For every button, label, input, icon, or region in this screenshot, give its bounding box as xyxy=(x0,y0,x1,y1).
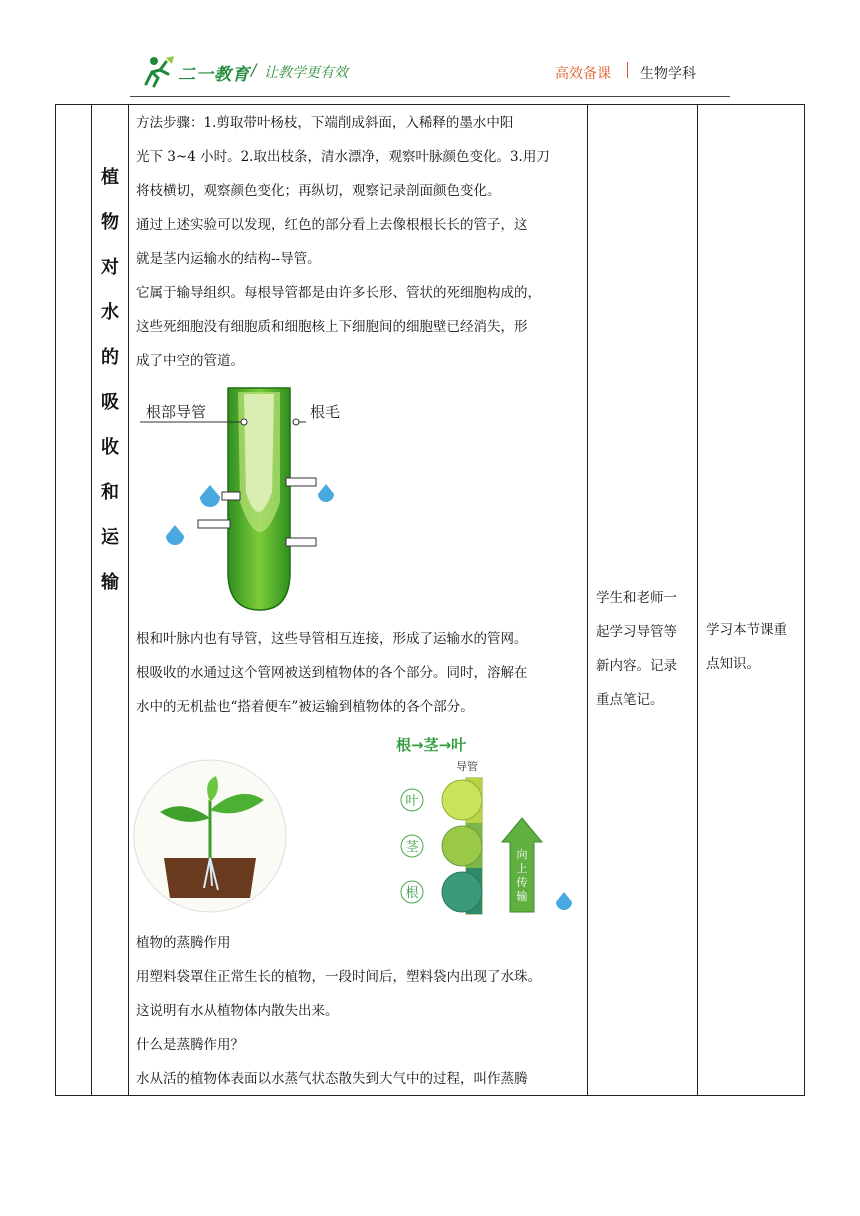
header-divider xyxy=(627,62,628,78)
text-line: 方法步骤：1.剪取带叶杨枝，下端削成斜面，入稀释的墨水中阳 xyxy=(136,115,514,131)
water-drop-icon xyxy=(166,525,184,545)
conduction-diagram xyxy=(396,734,586,920)
logo-slash: / xyxy=(251,60,257,79)
section-title-char: 对 xyxy=(101,257,119,278)
water-drop-icon xyxy=(200,485,220,507)
transpiration-text xyxy=(136,926,582,1096)
text-line: 光下 3~4 小时。2.取出枝条，清水漂净，观察叶脉颜色变化。3.用刀 xyxy=(136,149,550,165)
conduction-title: 根→茎→叶 xyxy=(396,736,467,754)
table-divider xyxy=(587,105,588,1095)
text-line: 就是茎内运输水的结构--导管。 xyxy=(136,251,321,267)
arrow-icon xyxy=(286,538,316,546)
section-title-char: 物 xyxy=(101,212,119,233)
header-tag-right: 生物学科 xyxy=(640,66,696,82)
arrow-icon xyxy=(286,478,316,486)
text-line: 水中的无机盐也“搭着便车”被运输到植物体的各个部分。 xyxy=(136,699,474,715)
text-line: 水从活的植物体表面以水蒸气状态散失到大气中的过程，叫作蒸腾 xyxy=(136,1071,528,1087)
arrow-text: 输 xyxy=(516,890,528,903)
vessel-network-text xyxy=(136,622,582,724)
text-line: 根吸收的水通过这个管网被送到植物体的各个部分。同时，溶解在 xyxy=(136,665,528,681)
design-intent-line: 学习本节课重 xyxy=(706,622,787,638)
root-vessel-label: 根部导管 xyxy=(146,403,207,421)
student-activity-cell xyxy=(596,581,696,717)
design-intent-cell xyxy=(706,613,800,681)
section-title-char: 输 xyxy=(101,572,119,593)
seedling-image xyxy=(132,758,288,914)
table-divider xyxy=(128,105,129,1095)
section-title-char: 植 xyxy=(101,167,119,188)
student-activity-line: 起学习导管等 xyxy=(596,624,677,640)
text-line: 什么是蒸腾作用？ xyxy=(136,1037,244,1053)
header-rule xyxy=(130,96,730,97)
table-divider xyxy=(697,105,698,1095)
student-activity-line: 学生和老师一 xyxy=(596,590,677,606)
water-drop-icon xyxy=(556,892,572,910)
text-line: 用塑料袋罩住正常生长的植物，一段时间后，塑料袋内出现了水珠。 xyxy=(136,969,541,985)
water-drop-icon xyxy=(318,484,334,502)
arrow-text: 向 xyxy=(516,848,528,861)
section-title-char: 水 xyxy=(101,302,119,323)
text-line: 它属于输导组织。每根导管都是由许多长形、管状的死细胞构成的， xyxy=(136,285,541,301)
text-line: 通过上述实验可以发现，红色的部分看上去像根根长长的管子，这 xyxy=(136,217,528,233)
page-header xyxy=(0,0,860,100)
text-line: 植物的蒸腾作用 xyxy=(136,935,231,951)
section-title-vertical xyxy=(92,105,128,1095)
leaf-label: 叶 xyxy=(405,794,419,809)
design-intent-line: 点知识。 xyxy=(706,656,760,672)
header-tag-left: 高效备课 xyxy=(555,66,611,82)
student-activity-line: 重点笔记。 xyxy=(596,692,664,708)
section-title-char: 的 xyxy=(101,347,119,368)
text-line: 这些死细胞没有细胞质和细胞核上下细胞间的细胞壁已经消失，形 xyxy=(136,319,528,335)
section-title-char: 吸 xyxy=(101,392,119,413)
method-steps xyxy=(136,106,582,378)
section-title-char: 和 xyxy=(101,482,119,503)
text-line: 这说明有水从植物体内散失出来。 xyxy=(136,1003,339,1019)
section-title-char: 运 xyxy=(101,527,119,548)
arrow-icon xyxy=(222,492,240,500)
text-line: 将枝横切，观察颜色变化；再纵切，观察记录剖面颜色变化。 xyxy=(136,183,501,199)
tube-label: 导管 xyxy=(456,760,478,773)
root-vessel-diagram xyxy=(140,382,360,614)
text-line: 根和叶脉内也有导管，这些导管相互连接，形成了运输水的管网。 xyxy=(136,631,528,647)
root-hair-label: 根毛 xyxy=(310,403,341,421)
stem-label: 茎 xyxy=(405,840,419,855)
root-label: 根 xyxy=(405,886,419,901)
logo-text: 二一教育 xyxy=(178,65,250,85)
text-line: 成了中空的管道。 xyxy=(136,353,244,369)
arrow-text: 上 xyxy=(516,862,528,875)
section-title-char: 收 xyxy=(101,437,119,458)
arrow-text: 传 xyxy=(516,876,528,889)
arrow-icon xyxy=(198,520,230,528)
slogan: 让教学更有效 xyxy=(264,65,348,81)
student-activity-line: 新内容。记录 xyxy=(596,658,677,674)
